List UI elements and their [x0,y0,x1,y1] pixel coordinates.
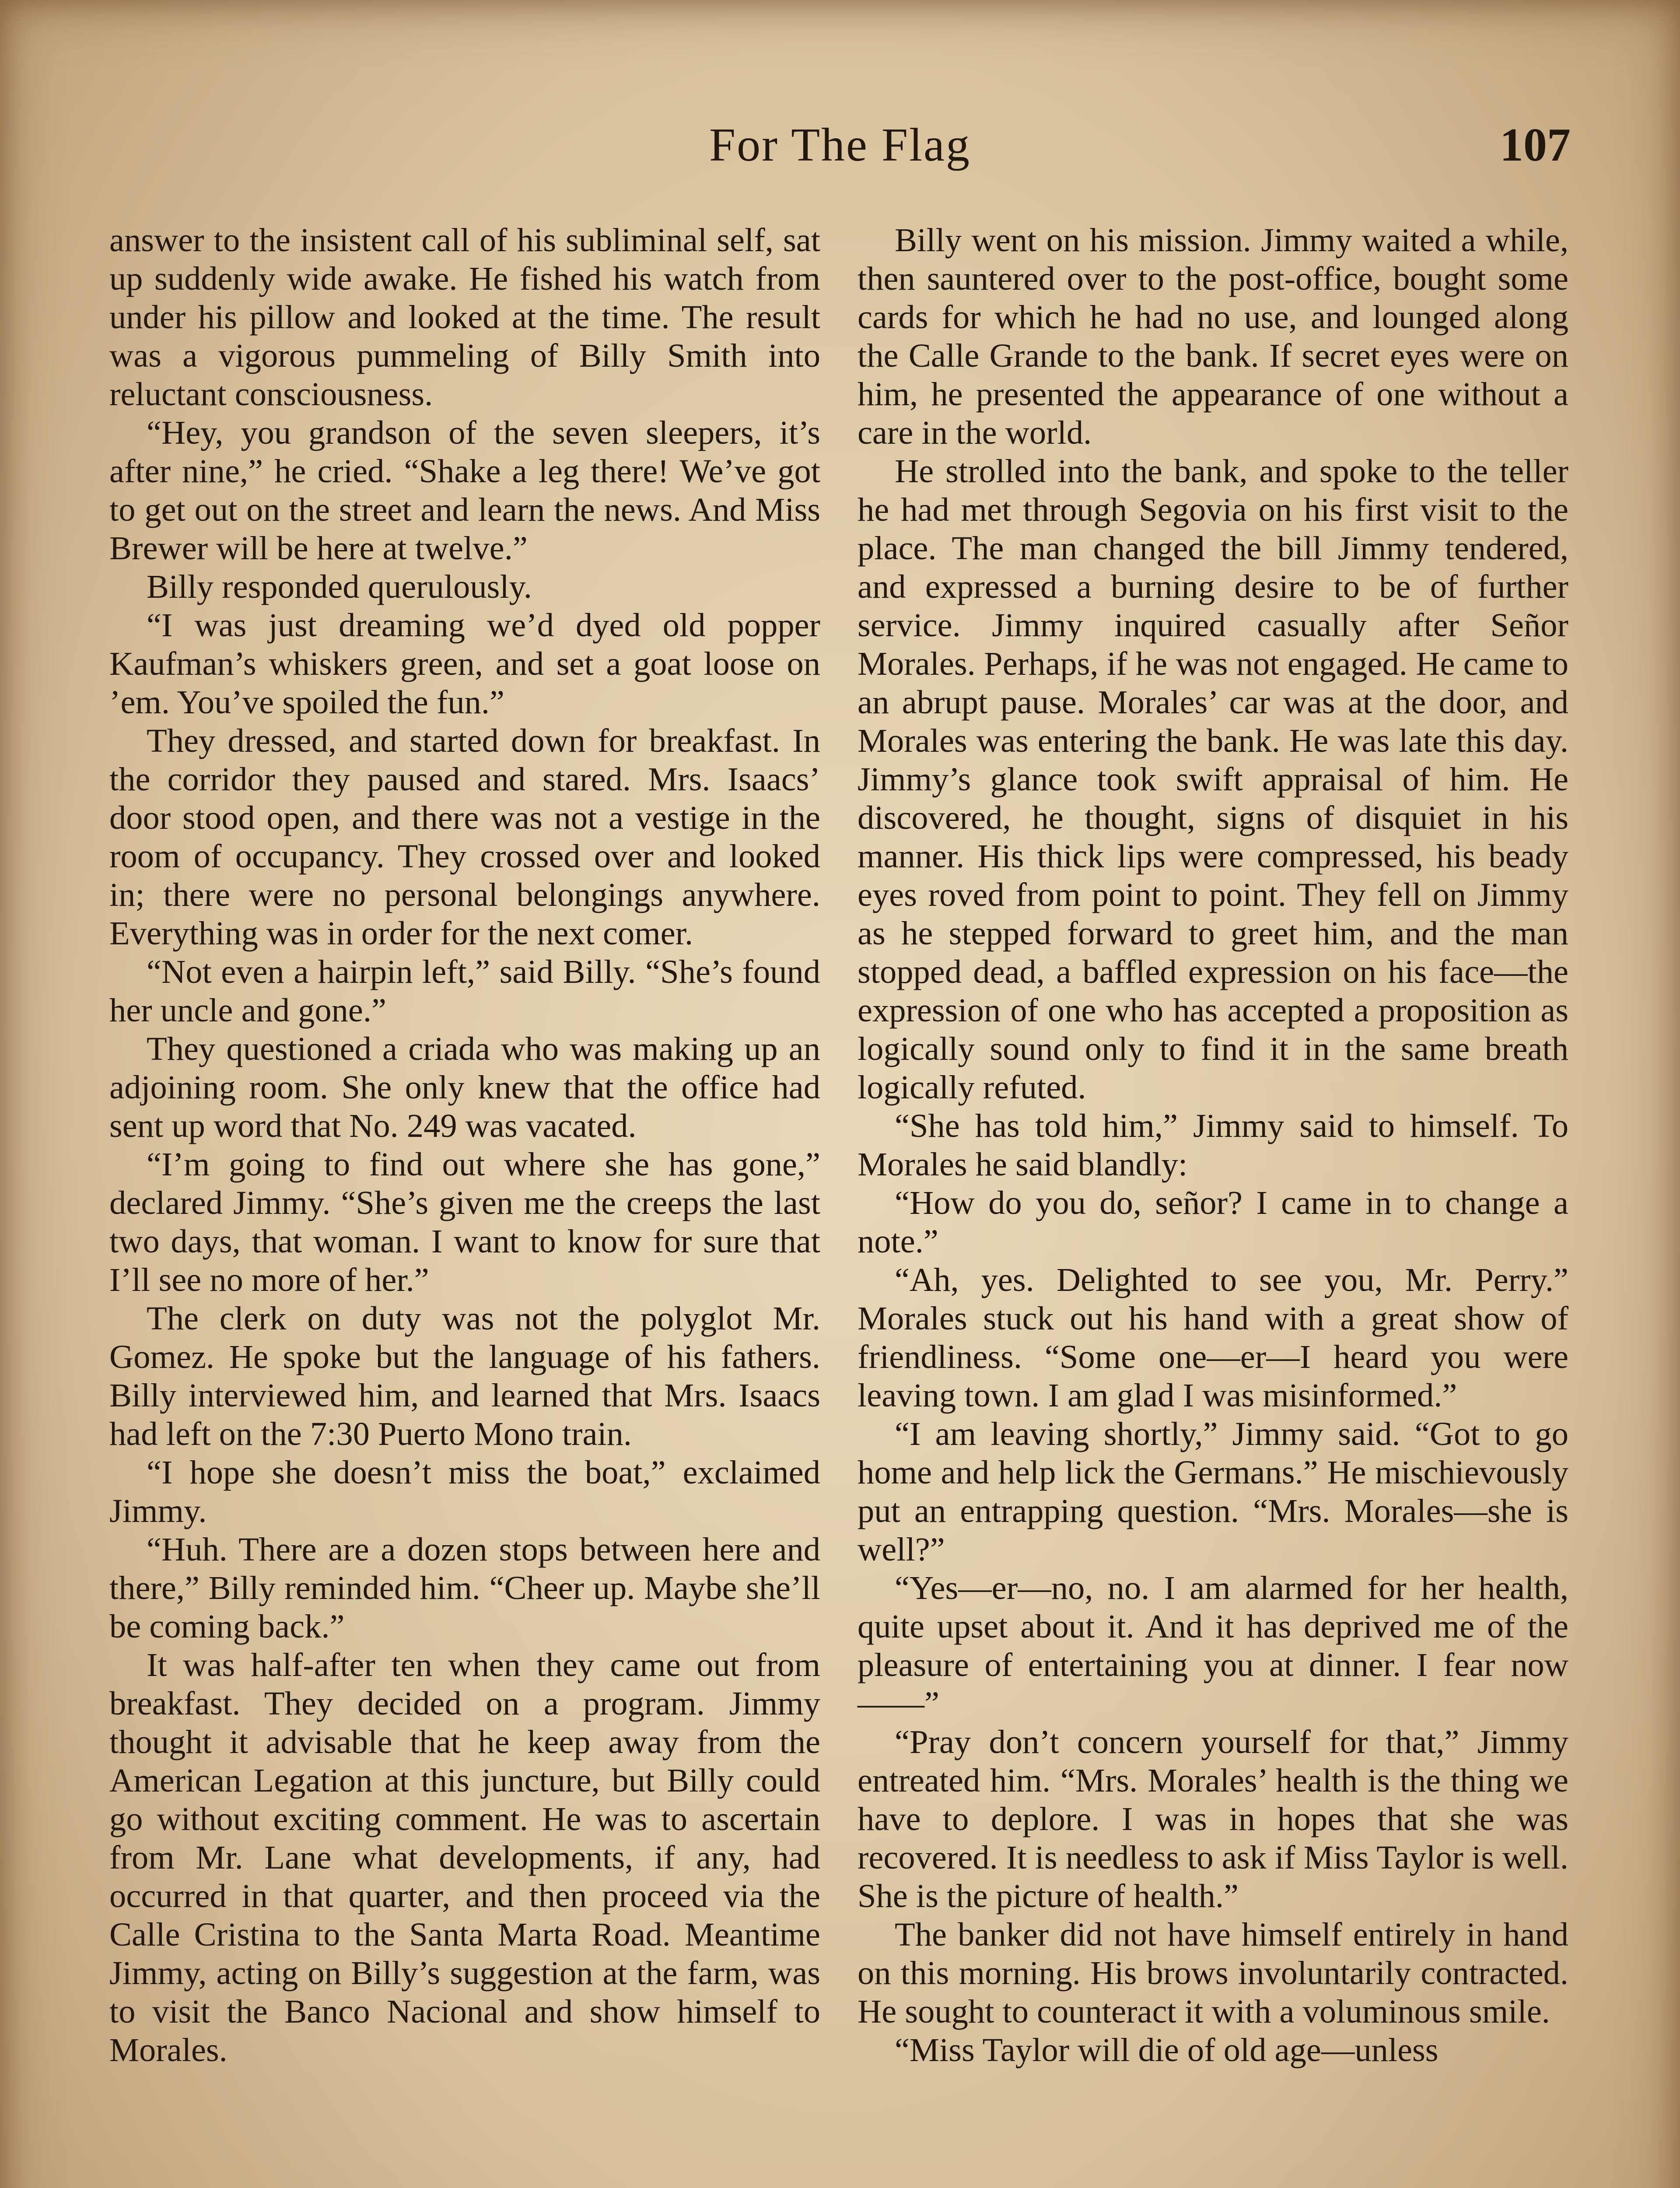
right-column [858,221,1568,2069]
paragraph: “Ah, yes. Delighted to see you, Mr. Perry.” Morales stuck out his hand with a great show of friendliness. “Some one—er—I heard you were leaving town. I am glad I was misinformed.” [858,1261,1568,1414]
paragraph: He strolled into the bank, and spoke to the teller he had met through Segovia on his first visit to the place. The man changed the bill Jimmy tendered, and expressed a burning desire to be of further service. Jimmy inquired casually after Señor Morales. Perhaps, if he was not engaged. He came to an abrupt pause. Morales’ car was at the door, and Morales was entering the bank. He was late this day. Jimmy’s glance took swift appraisal of him. He discovered, he thought, signs of disquiet in his manner. His thick lips were compressed, his beady eyes roved from point to point. They fell on Jimmy as he stepped forward to greet him, and the man stopped dead, a baffled expression on his face—the expression of one who has accepted a proposition as logically sound only to find it in the same breath logically refuted. [858,452,1568,1106]
paragraph: The banker did not have himself entirely in hand on this morning. His brows involuntarily contracted. He sought to counteract it with a voluminous smile. [858,1916,1568,2030]
paragraph: “I hope she doesn’t miss the boat,” exclaimed Jimmy. [109,1454,820,1529]
paragraph: “How do you do, señor? I came in to change a note.” [858,1184,1568,1260]
paragraph: Billy responded querulously. [147,568,532,605]
paragraph: They dressed, and started down for breakfast. In the corridor they paused and stared. Mrs. Isaacs’ door stood open, and there was not a vestige in the room of occupancy. They crossed over and looked in; there were no personal belongings anywhere. Everything was in order for the next comer. [109,722,820,952]
paragraph: “Hey, you grandson of the seven sleepers, it’s after nine,” he cried. “Shake a leg there! We’ve got to get out on the street and learn the news. And Miss Brewer will be here at twelve.” [109,414,820,567]
paragraph: “Yes—er—no, no. I am alarmed for her health, quite upset about it. And it has deprived me of the pleasure of entertaining you at dinner. I fear now——” [858,1569,1568,1722]
paragraph: “I was just dreaming we’d dyed old popper Kaufman’s whiskers green, and set a goat loose on ’em. You’ve spoiled the fun.” [109,607,820,721]
paragraph: They questioned a criada who was making up an adjoining room. She only knew that the office had sent up word that No. 249 was vacated. [109,1030,820,1144]
paragraph: It was half-after ten when they came out from breakfast. They decided on a program. Jimmy thought it advisable that he keep away from the American Legation at this juncture, but Billy could go without exciting comment. He was to ascertain from Mr. Lane what developments, if any, had occurred in that quarter, and then proceed via the Calle Cristina to the Santa Marta Road. Meantime Jimmy, acting on Billy’s suggestion at the farm, was to visit the Banco Nacional and show himself to Morales. [109,1646,820,2069]
paragraph: answer to the insistent call of his subliminal self, sat up suddenly wide awake. He fished his watch from under his pillow and looked at the time. The result was a vigorous pummeling of Billy Smith into reluctant consciousness. [109,221,820,413]
paragraph: “I’m going to find out where she has gone,” declared Jimmy. “She’s given me the creeps the last two days, that woman. I want to know for sure that I’ll see no more of her.” [109,1146,820,1298]
paragraph: “She has told him,” Jimmy said to himself. To Morales he said blandly: [858,1107,1568,1183]
paragraph: “Pray don’t concern yourself for that,” Jimmy entreated him. “Mrs. Morales’ health is the thing we have to deplore. I was in hopes that she was recovered. It is needless to ask if Miss Taylor is well. She is the picture of health.” [858,1723,1568,1914]
paragraph: “I am leaving shortly,” Jimmy said. “Got to go home and help lick the Germans.” He mischievously put an entrapping question. “Mrs. Morales—she is well?” [858,1415,1568,1568]
running-head [109,118,1571,184]
page-title: For The Flag [709,119,971,171]
left-column [109,221,820,2069]
page-number: 107 [1500,119,1571,171]
paragraph: The clerk on duty was not the polyglot Mr. Gomez. He spoke but the language of his fathers. Billy interviewed him, and learned that Mrs. Isaacs had left on the 7:30 Puerto Mono train. [109,1300,820,1452]
paragraph: “Not even a hairpin left,” said Billy. “She’s found her uncle and gone.” [109,953,820,1029]
paragraph: “Miss Taylor will die of old age—unless [895,2031,1438,2069]
paragraph: Billy went on his mission. Jimmy waited a while, then sauntered over to the post-office, bought some cards for which he had no use, and lounged along the Calle Grande to the bank. If secret eyes were on him, he presented the appearance of one without a care in the world. [858,221,1568,451]
paragraph: “Huh. There are a dozen stops between here and there,” Billy reminded him. “Cheer up. Maybe she’ll be coming back.” [109,1531,820,1645]
